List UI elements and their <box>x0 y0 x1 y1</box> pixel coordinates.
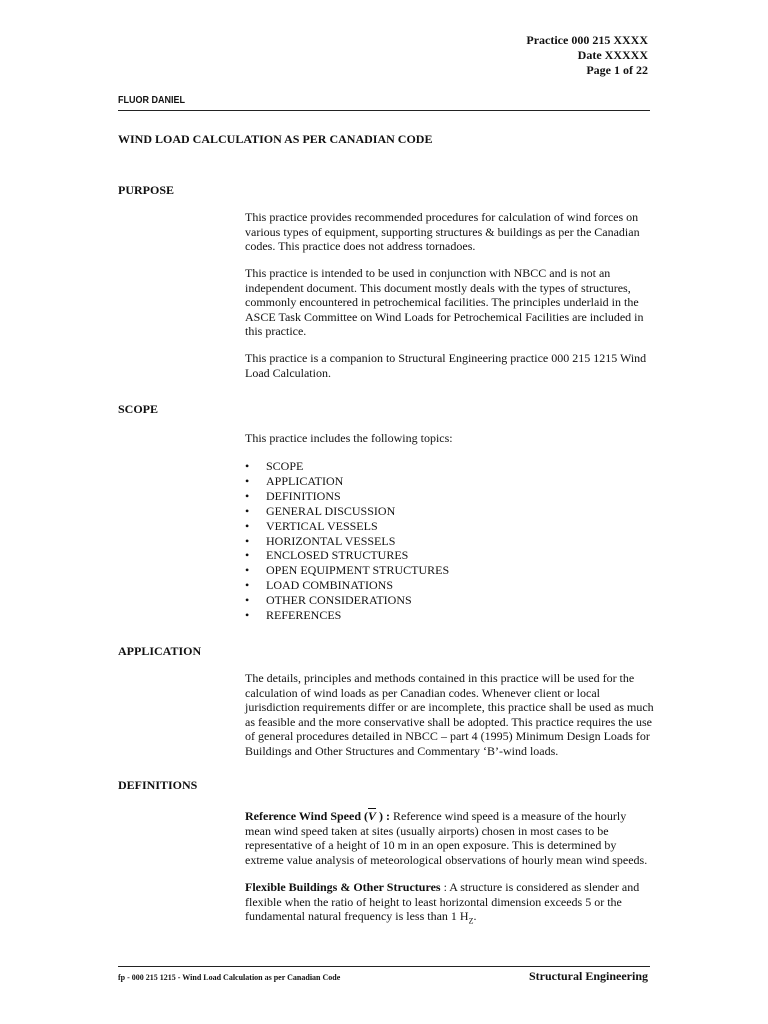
list-item: • SCOPE <box>245 459 304 473</box>
purpose-paragraph-3: This practice is a companion to Structural Engineering practice 000 215 1215 Wind Load Calculation. <box>245 351 647 380</box>
application-paragraph: The details, principles and methods contained in this practice will be used for the calculation of wind loads as per Canadian codes. Whenever client or local jurisdiction requirements differ or are incomplete, this practice shall be used as much as feasible and the more conservative shall be adopted. This practice requires the use of general procedures detailed in NBCC – part 4 (1995) Minimum Design Loads for Buildings and Other Structures and Commentary ‘B’-wind loads. <box>245 671 654 758</box>
list-item: • APPLICATION <box>245 473 344 488</box>
list-item: • LOAD COMBINATIONS <box>245 578 394 593</box>
bullet-glyph: • <box>245 593 250 608</box>
document-title: WIND LOAD CALCULATION AS PER CANADIAN CODE <box>118 132 433 146</box>
list-item: • VERTICAL VESSELS <box>245 518 378 533</box>
company-name: FLUOR DANIEL <box>118 95 186 106</box>
definitions-heading: DEFINITIONS <box>118 778 198 792</box>
document-date: Date XXXXX <box>577 48 648 62</box>
bullet-glyph: • <box>245 533 250 548</box>
bullet-glyph: • <box>245 503 250 518</box>
definition-term: Reference Wind Speed ($\overline{V}$ ) : <box>245 809 391 823</box>
practice-number: Practice 000 215 XXXX <box>526 33 648 47</box>
bullet-glyph: • <box>245 459 250 473</box>
definition-text: A structure is considered as slender and flexible when the ratio of height to least horizontal dimension exceeds 5 or the fundamental natural frequency is less than 1 H <box>245 880 640 924</box>
purpose-paragraph-2: This practice is intended to be used in conjunction with NBCC and is not an independent document. This document mostly deals with the types of structures, commonly encountered in petrochemical facilities. The principles underlaid in the ASCE Task Committee on Wind Loads for Petrochemical Facilities are included in this practice. <box>245 266 644 339</box>
list-item: • GENERAL DISCUSSION <box>245 503 396 518</box>
list-item: • ENCLOSED STRUCTURES <box>245 548 409 563</box>
wind-speed-symbol: $\overline{V}$ <box>368 809 377 823</box>
scope-topic-list <box>245 459 449 623</box>
purpose-heading: PURPOSE <box>118 183 175 197</box>
header-divider <box>118 110 650 111</box>
page-indicator: Page 1 of 22 <box>586 63 648 77</box>
list-item: • REFERENCES <box>245 608 342 623</box>
bullet-glyph: • <box>245 473 250 488</box>
application-heading: APPLICATION <box>118 644 202 658</box>
footer-department: Structural Engineering <box>529 969 648 983</box>
list-item: • HORIZONTAL VESSELS <box>245 533 396 548</box>
bullet-glyph: • <box>245 608 250 623</box>
frequency-unit-subscript: Z <box>468 916 474 926</box>
footer-document-reference: fp - 000 215 1215 - Wind Load Calculation as per Canadian Code <box>118 973 341 982</box>
bullet-glyph: • <box>245 548 250 563</box>
list-item: • OTHER CONSIDERATIONS <box>245 593 412 608</box>
list-item: • DEFINITIONS <box>245 488 341 503</box>
list-item: • OPEN EQUIPMENT STRUCTURES <box>245 563 450 578</box>
footer-divider <box>118 966 650 967</box>
bullet-glyph: • <box>245 518 250 533</box>
definition-text: Reference wind speed is a measure of the hourly mean wind speed taken at sites (usually airports) chosen in most cases to be representative of a height of 10 m in an open exposure. This is determined by extreme value analysis of meteorological observations of hourly mean wind speeds. <box>245 809 648 867</box>
definition-term: Flexible Buildings & Other Structures <box>245 880 441 894</box>
scope-heading: SCOPE <box>118 402 159 416</box>
document-header-info <box>526 33 648 78</box>
purpose-paragraph-1: This practice provides recommended procedures for calculation of wind forces on various types of equipment, supporting structures & buildings as per the Canadian codes. This practice does not address tornadoes. <box>245 210 640 254</box>
bullet-glyph: • <box>245 563 250 578</box>
definition-reference-wind-speed <box>245 809 655 867</box>
definition-flexible-structures: Flexible Buildings & Other Structures : A structure is considered as slender and flexible when the ratio of height to least horizontal dimension exceeds 5 or the fundamental natural frequency is less than 1 $H_Z$. <box>245 880 640 926</box>
bullet-glyph: • <box>245 488 250 503</box>
bullet-glyph: • <box>245 578 250 593</box>
scope-intro: This practice includes the following topics: <box>245 431 453 445</box>
